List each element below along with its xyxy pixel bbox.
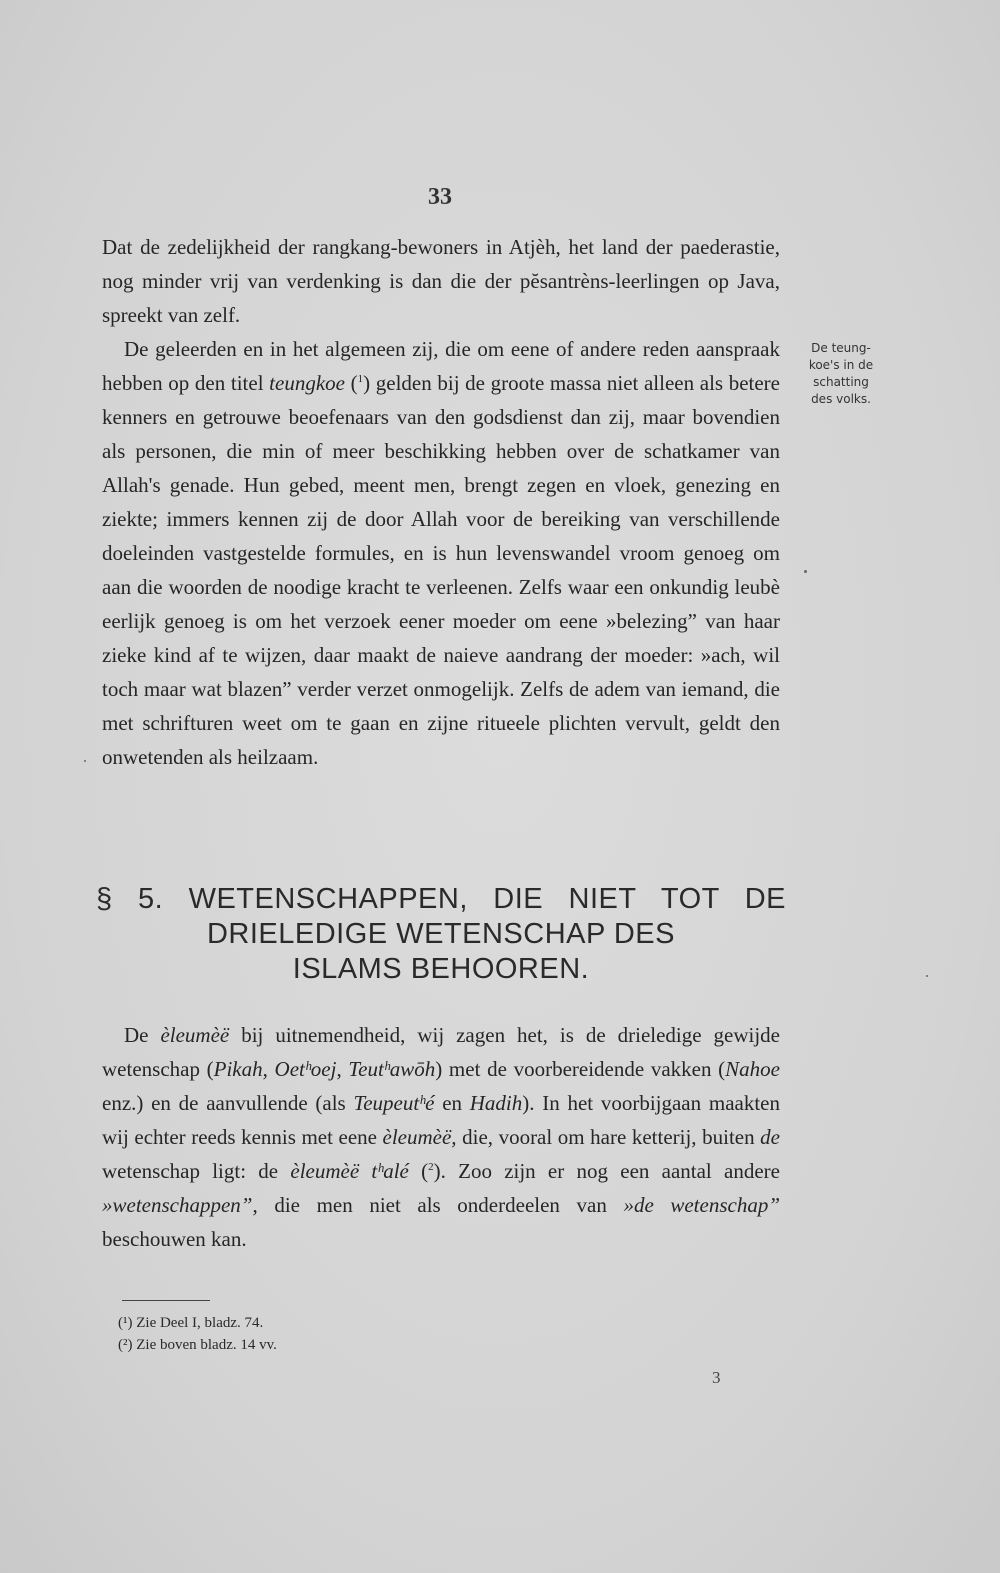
text-run: enz.) en de aanvullende (als [102,1091,354,1115]
footnote-1: (¹) Zie Deel I, bladz. 74. [118,1315,264,1331]
text-run: , [336,1057,349,1081]
paper-speck [84,760,86,762]
text-run: en [434,1091,470,1115]
paragraph-2-text-a: De geleerden en in het algemeen zij, die om eene of andere reden aanspraak hebben op den titel [102,337,780,395]
footnote-ref-2: 2 [428,1161,434,1173]
de-term: de [760,1125,780,1149]
text-run: , die men niet als onderdeelen van [252,1193,624,1217]
margin-note-line: koe's in de [808,358,874,372]
section-heading-line-3: ISLAMS BEHOOREN. [292,953,590,985]
body-text-block-2 [102,1018,780,1256]
text-run: , [262,1057,275,1081]
footnote-2: (²) Zie boven bladz. 14 vv. [118,1337,277,1353]
text-run: ) met de voorbereidende vakken ( [435,1057,726,1081]
wetenschappen-term: »wetenschappen” [102,1193,253,1217]
margin-note-line: schatting [813,375,869,389]
text-run: . Zoo zijn er nog een aantal andere [440,1159,780,1183]
section-heading-line-1: § 5. WETENSCHAPPEN, DIE NIET TOT DE [96,883,786,915]
paragraph-2-text-b: gelden bij de groote massa niet alleen als betere kenners en getrouwe beoefenaars van den godsdienst dan zij, maar bovendien als personen, die min of meer beschikking hebben over de schatkamer van Allah's genade. Hun gebed, meent men, brengt zegen en vloek, genezing en ziekte; immers kennen zij de door Allah voor de bereiking van verschillende doeleinden vastgestelde formules, en is hun levenswandel vroom genoeg om aan die woorden de noodige kracht te verleenen. Zelfs waar een onkundig leubè eerlijk genoeg is om het verzoek eener moeder om eene »belezing” van haar zieke kind af te wijzen, daar maakt de naieve aandrang der moeder: »ach, wil toch maar wat blazen” verder verzet onmogelijk. Zelfs de adem van iemand, die met schrifturen weet om te gaan en zijne ritueele plichten vervult, geldt den onwetenden als heilzaam. [102,371,780,769]
eleumee-term: èleumèë [160,1023,230,1047]
page-number: 33 [428,184,452,210]
de-wetenschap-term: »de wetenschap” [623,1193,781,1217]
footnote-ref-1: 1 [357,373,364,385]
section-heading-line-2: DRIELEDIGE WETENSCHAP DES [206,918,675,950]
text-run: bij uitnemendheid, wij zagen het, is de drieledige gewijde wetenschap ( [102,1023,780,1081]
margin-note-line: De teung- [811,341,871,355]
text-run: De [124,1023,161,1047]
text-run: wetenschap ligt: de [102,1159,291,1183]
paragraph-3: De èleumèë bij uitnemendheid, wij zagen het, is de drieledige gewijde wetenschap (Pikah, Oetʰoej, Teutʰawōh) met de voorbereidende vakken (Nahoe enz.) en de aanvullende (als Teupeutʰé en Hadih). In het voorbijgaan maakten wij echter reeds kennis met eene èleumèë, die, vooral om hare ketterij, buiten de wetenschap ligt: de èleumèë tʰalé ($^2$). Zoo zijn er nog een aantal andere »wetenschappen”, die men niet als onderdeelen van »de wetenschap” beschouwen kan. [102,1023,781,1251]
paragraph-1: Dat de zedelijkheid der rangkang-bewoners in Atjèh, het land der paederastie, nog minder vrij van verdenking is dan die der pĕsantrèns-leerlingen op Java, spreekt van zelf. [102,235,780,327]
paper-speck [804,570,807,573]
oetoej-term: Oetʰoej [274,1057,337,1081]
eleumee-talé-term: èleumèë tʰalé [290,1159,409,1183]
eleumee-term: èleumèë, [382,1125,457,1149]
paragraph-2: De geleerden en in het algemeen zij, die om eene of andere reden aanspraak hebben op den titel teungkoe ($^1$) gelden bij de groote massa niet alleen als betere kenners en getrouwe beoefenaars van den godsdienst dan zij, maar bovendien als personen, die min of meer beschikking hebben over de schatkamer van Allah's genade. Hun gebed, meent men, brengt zegen en vloek, genezing en ziekte; immers kennen zij de door Allah voor de bereiking van verschillende doeleinden vastgestelde formules, en is hun levenswandel vroom genoeg om aan die woorden de noodige kracht te verleenen. Zelfs waar een onkundig leubè eerlijk genoeg is om het verzoek eener moeder om eene »belezing” van haar zieke kind af te wijzen, daar maakt de naieve aandrang der moeder: »ach, wil toch maar wat blazen” verder verzet onmogelijk. Zelfs de adem van iemand, die met schrifturen weet om te gaan en zijne ritueele plichten vervult, geldt den onwetenden als heilzaam. [102,337,780,769]
margin-note [796,340,886,408]
teungkoe-term: teungkoe [269,371,345,395]
teupeute-term: Teupeutʰé [353,1091,435,1115]
margin-note-line: des volks. [811,392,871,406]
teutawoh-term: Teutʰawōh [348,1057,436,1081]
text-run: die, vooral om hare ketterij, buiten [456,1125,761,1149]
hadih-term: Hadih [469,1091,523,1115]
footnote-divider [122,1300,210,1301]
text-run: beschouwen kan. [102,1227,247,1251]
paper-speck [926,975,928,977]
section-heading [96,882,786,987]
nahoe-term: Nahoe [725,1057,780,1081]
pikah-term: Pikah [213,1057,263,1081]
signature-mark: 3 [712,1368,721,1387]
body-text-block-1 [102,230,780,774]
footnotes [118,1312,277,1356]
text-run: ). In het voorbijgaan maakten wij echter reeds kennis met eene [102,1091,780,1149]
